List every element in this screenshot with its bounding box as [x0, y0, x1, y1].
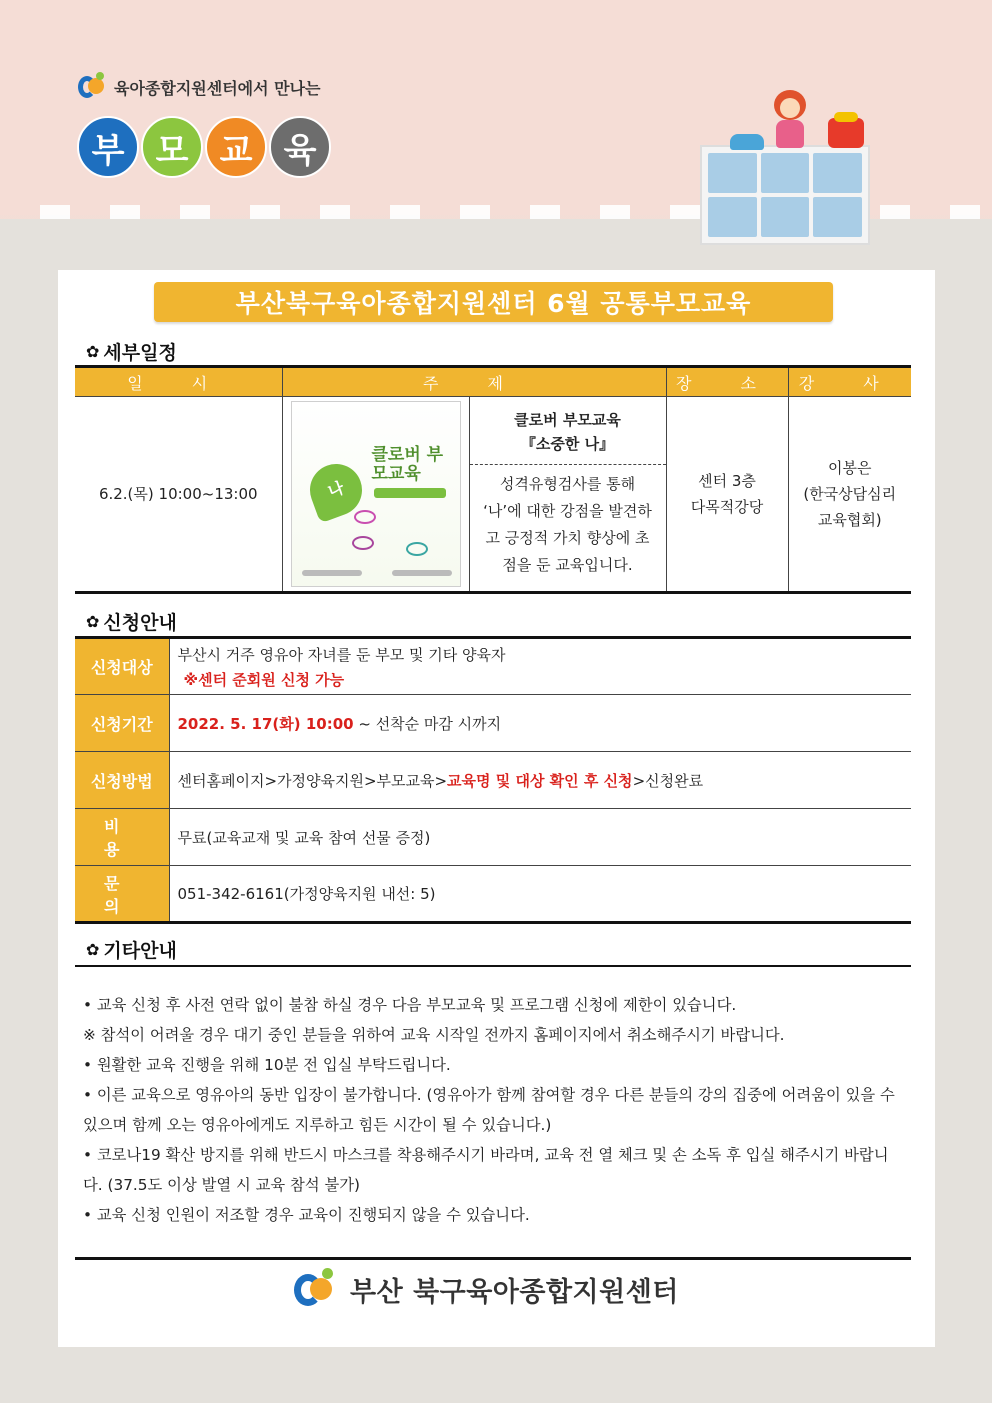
heart-icon: 나 — [302, 457, 369, 524]
schedule-place — [666, 397, 788, 593]
flower-icon: ✿ — [86, 612, 100, 631]
header-subtitle: 육아종합지원센터에서 만나는 — [114, 78, 321, 98]
note-item: ※ 참석이 어려울 경우 대기 중인 분들을 위하여 교육 시작일 전까지 홈페이지에서 취소해주시기 바랍니다. — [83, 1026, 785, 1044]
target-value — [169, 638, 911, 695]
instructor-org-2: 교육협회) — [817, 511, 882, 530]
contact-value: 051-342-6161(가정양육지원 내선: 5) — [169, 866, 911, 923]
note-item: • 이른 교육으로 영유아의 동반 입장이 불가합니다. (영유아가 함께 참여할 경우 다른 분들의 강의 집중에 어려움이 있을 수 있으며 함께 오는 영유아에게도 지루하고 힘든 시간이 될 수 있습니다.) — [83, 1086, 895, 1134]
divider — [75, 1257, 911, 1260]
place-line-2: 다목적강당 — [690, 498, 764, 516]
target-label: 신청대상 — [75, 638, 169, 695]
book-cell — [282, 397, 469, 593]
col-topic: 주 제 — [282, 367, 666, 397]
schedule-heading — [86, 338, 177, 365]
book-title: 클로버 부모교육 — [371, 445, 444, 484]
header-logo — [78, 72, 321, 102]
schedule-date: 6.2.(목) 10:00~13:00 — [75, 397, 282, 593]
method-end: >신청완료 — [632, 771, 704, 790]
page-title: 부산북구육아종합지원센터 6월 공통부모교육 — [154, 282, 833, 322]
col-place: 장 소 — [666, 367, 788, 397]
topic-description: 성격유형검사를 통해 ‘나’에 대한 강점을 발견하고 긍정적 가치 향상에 초점을 둔 교육입니다. — [483, 474, 652, 574]
col-date: 일 시 — [75, 367, 282, 397]
topic-subtitle: 『소중한 나』 — [520, 434, 615, 453]
method-path: 센터홈페이지>가정양육지원>부모교육> — [177, 771, 448, 790]
toy-shelf-illustration — [700, 90, 900, 250]
note-item: • 교육 신청 후 사전 연락 없이 불참 하실 경우 다음 부모교육 및 프로그램 신청에 제한이 있습니다. — [83, 996, 737, 1014]
toy-car-icon — [730, 134, 764, 150]
topic-cell — [469, 397, 666, 593]
method-label: 신청방법 — [75, 752, 169, 809]
title-char-2: 모 — [141, 116, 203, 178]
period-label: 신청기간 — [75, 695, 169, 752]
schedule-instructor — [788, 397, 911, 593]
misc-heading — [86, 936, 177, 963]
footer-org-name: 부산 북구육아종합지원센터 — [350, 1276, 679, 1308]
book-subtitle-bar — [374, 488, 446, 498]
title-char-4: 육 — [269, 116, 331, 178]
schedule-table — [75, 365, 911, 594]
title-char-1: 부 — [77, 116, 139, 178]
note-item: • 원활한 교육 진행을 위해 10분 전 입실 부탁드립니다. — [83, 1056, 451, 1074]
period-value — [169, 695, 911, 752]
toy-phone-icon — [828, 118, 864, 148]
instructor-org-1: (한국상담심리 — [803, 484, 897, 503]
book-cover-image — [291, 401, 461, 587]
shelf-icon — [700, 145, 870, 245]
center-logo-icon — [294, 1268, 340, 1310]
method-value — [169, 752, 911, 809]
title-char-3: 교 — [205, 116, 267, 178]
cost-value: 무료(교육교재 및 교육 참여 선물 증정) — [169, 809, 911, 866]
flower-icon: ✿ — [86, 342, 100, 361]
note-item: • 교육 신청 인원이 저조할 경우 교육이 진행되지 않을 수 있습니다. — [83, 1206, 530, 1224]
application-heading — [86, 608, 177, 635]
topic-title — [470, 404, 666, 465]
topic-title-line: 클로버 부모교육 — [514, 410, 621, 429]
target-note: ※센터 준회원 신청 가능 — [183, 670, 345, 689]
center-logo-icon — [78, 72, 108, 102]
bubble-icon — [406, 542, 428, 556]
divider — [75, 965, 911, 967]
notes-list — [83, 990, 903, 1230]
header-title — [77, 116, 331, 178]
book-publisher-logos — [302, 570, 452, 580]
doll-icon — [768, 90, 812, 150]
place-line-1: 센터 3층 — [698, 471, 756, 490]
instructor-name: 이봉은 — [828, 458, 872, 477]
period-date: 2022. 5. 17(화) 10:00 — [177, 714, 354, 733]
application-table — [75, 636, 911, 924]
period-rest: ~ 선착순 마감 시까지 — [358, 714, 502, 733]
flower-icon: ✿ — [86, 940, 100, 959]
col-instructor: 강 사 — [788, 367, 911, 397]
misc-heading-text: 기타안내 — [103, 940, 177, 962]
cost-label: 비 용 — [75, 809, 169, 866]
target-text: 부산시 거주 영유아 자녀를 둔 부모 및 기타 양육자 — [177, 645, 506, 664]
application-heading-text: 신청안내 — [103, 612, 177, 634]
note-item: • 코로나19 확산 방지를 위해 반드시 마스크를 착용해주시기 바라며, 교육 전 열 체크 및 손 소독 후 입실 해주시기 바랍니다. (37.5도 이상 발열 시 교육 참석 불가) — [83, 1146, 889, 1194]
method-highlight: 교육명 및 대상 확인 후 신청 — [447, 771, 633, 790]
bubble-icon — [352, 536, 374, 550]
footer — [294, 1268, 679, 1310]
contact-label: 문 의 — [75, 866, 169, 923]
content-card — [58, 270, 935, 1347]
bubble-icon — [354, 510, 376, 524]
schedule-heading-text: 세부일정 — [103, 342, 177, 364]
